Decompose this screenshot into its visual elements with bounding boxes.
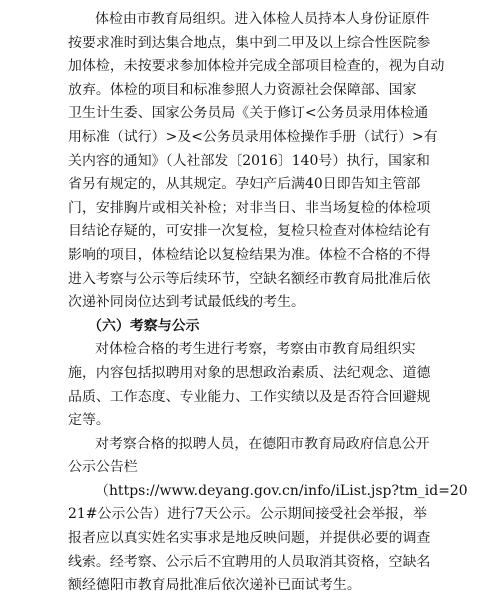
text-line: 关内容的通知》（人社部发〔2016〕140号）执行，国家和 xyxy=(68,152,430,169)
text-line: 额经德阳市教育局批准后依次递补已面试考生。 xyxy=(68,577,361,594)
text-line: 对体检合格的考生进行考察，考察由市教育局组织实 xyxy=(95,341,416,358)
text-line: 报者应以真实姓名实事求是地反映问题，并提供必要的调查 xyxy=(68,530,431,547)
text-line: 公示公告栏 xyxy=(68,459,138,476)
text-line: 品质、工作态度、专业能力、工作实绩以及是否符合回避规 xyxy=(68,388,431,405)
section-heading: （六）考察与公示 xyxy=(88,317,200,334)
text-line: 用标准（试行）>及<公务员录用体检操作手册（试行）>有 xyxy=(68,128,438,145)
text-line: 影响的项目，体检结论以复检结果为准。体检不合格的不得 xyxy=(68,246,431,263)
url-line: （https://www.deyang.gov.cn/info/iList.jsp?tm_id=20 xyxy=(95,482,468,499)
text-line: 施，内容包括拟聘用对象的思想政治素质、法纪观念、道德 xyxy=(68,364,431,381)
text-line: 省另有规定的，从其规定。孕妇产后满40日即告知主管部 xyxy=(68,176,421,193)
text-line: 体检由市教育局组织。进入体检人员持本人身份证原件 xyxy=(95,11,430,27)
text-line: 按要求准时到达集合地点，集中到二甲及以上综合性医院参 xyxy=(68,34,431,51)
text-line: 进入考察与公示等后续环节，空缺名额经市教育局批准后依 xyxy=(68,270,431,287)
text-line: 次递补同岗位达到考试最低线的考生。 xyxy=(68,294,305,311)
text-line: 加体检，未按要求参加体检并完成全部项目检查的，视为自动 xyxy=(68,58,445,75)
text-line: 定等。 xyxy=(68,412,110,429)
text-line: 21#公示公告）进行7天公示。公示期间接受社会举报，举 xyxy=(68,506,427,523)
text-line: 放弃。体检的项目和标准参照人力资源社会保障部、国家 xyxy=(68,81,417,98)
text-line: 目结论存疑的，可安排一次复检，复检只检查对体检结论有 xyxy=(68,223,431,240)
text-line: 卫生计生委、国家公务员局《关于修订<公务员录用体检通 xyxy=(68,105,429,122)
text-line: 对考察合格的拟聘人员，在德阳市教育局政府信息公开 xyxy=(95,435,430,452)
paragraph-physical-exam xyxy=(68,8,475,315)
text-line: 线索。经考察、公示后不宜聘用的人员取消其资格，空缺名 xyxy=(68,553,431,570)
paragraph-inspection-publicity xyxy=(68,338,475,598)
text-line: 门，安排胸片或相关补检；对非当日、非当场复检的体检项 xyxy=(68,199,431,216)
